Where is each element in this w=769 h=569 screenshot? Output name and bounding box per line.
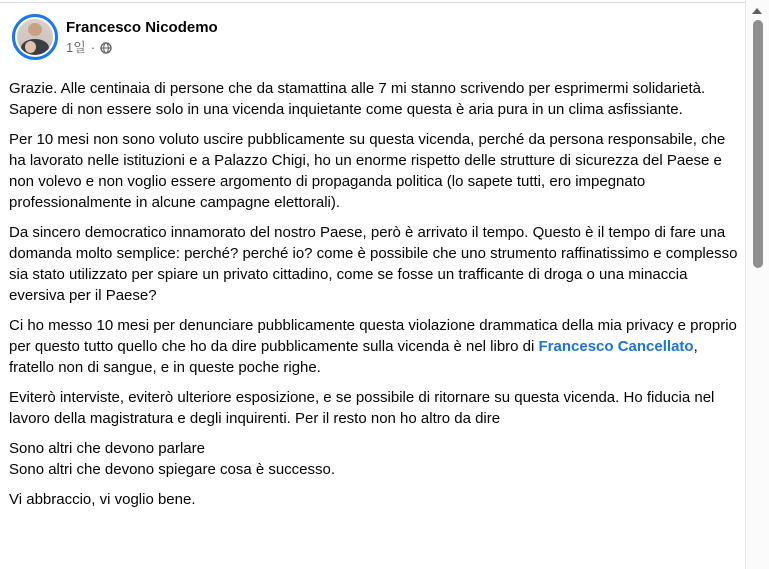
globe-icon (100, 42, 112, 54)
post-paragraph: Sono altri che devono parlare Sono altri che devono spiegare cosa è successo. (9, 440, 336, 478)
post-paragraph: Ci ho messo 10 mesi per denunciare pubblicamente questa violazione drammatica della mia privacy e proprio per questo tutto quello che ho da dire pubblicamente sulla vicenda è nel libro di Francesco Cancellato, fratello non di sangue, e in queste poche righe. (9, 317, 737, 376)
avatar[interactable] (12, 14, 58, 60)
post-paragraph: Da sincero democratico innamorato del nostro Paese, però è arrivato il tempo. Questo è il tempo di fare una domanda molto semplice: perché? perché io? come è possibile che uno strumento raffinatissimo e complesso sia stato utilizzato per spiare un privato cittadino, come se fosse un trafficante di droga o una minaccia eversiva per il Paese? (9, 224, 738, 304)
post-paragraph: Per 10 mesi non sono voluto uscire pubblicamente su questa vicenda, perché da persona responsabile, che ha lavorato nelle istituzioni e a Palazzo Chigi, ho un enorme rispetto delle strutture di sicurezza del Paese e non volevo e non voglio essere argomento di propaganda politica (lo sapete tutti, ero impegnato professionalmente in alcune campagne elettorali). (9, 131, 726, 211)
meta-separator: · (90, 40, 96, 55)
post-paragraph: Eviterò interviste, eviterò ulteriore esposizione, e se possibile di ritornare su questa vicenda. Ho fiducia nel lavoro della magistratura e degli inquirenti. Per il resto non ho altro da dire (9, 389, 715, 427)
scrollbar-thumb[interactable] (753, 20, 763, 268)
post-paragraph: Grazie. Alle centinaia di persone che da stamattina alle 7 mi stanno scrivendo per esprimermi solidarietà. Sapere di non essere solo in una vicenda inquietante come questa è aria pura in un clima asfissiante. (9, 80, 706, 118)
post-text (9, 70, 741, 519)
post-meta (66, 40, 218, 56)
post-timestamp[interactable]: 1일 (66, 40, 86, 55)
header-text (66, 18, 218, 56)
profile-link[interactable]: Francesco Cancellato (538, 338, 694, 355)
post-header (12, 14, 218, 60)
avatar-photo (17, 19, 53, 55)
scrollbar-track[interactable] (745, 0, 769, 569)
post-paragraph: Vi abbraccio, vi voglio bene. (9, 491, 196, 508)
top-divider (0, 2, 745, 3)
author-name[interactable]: Francesco Nicodemo (66, 19, 218, 36)
scroll-up-arrow-icon[interactable] (752, 8, 762, 14)
avatar-baby-detail (25, 41, 36, 53)
